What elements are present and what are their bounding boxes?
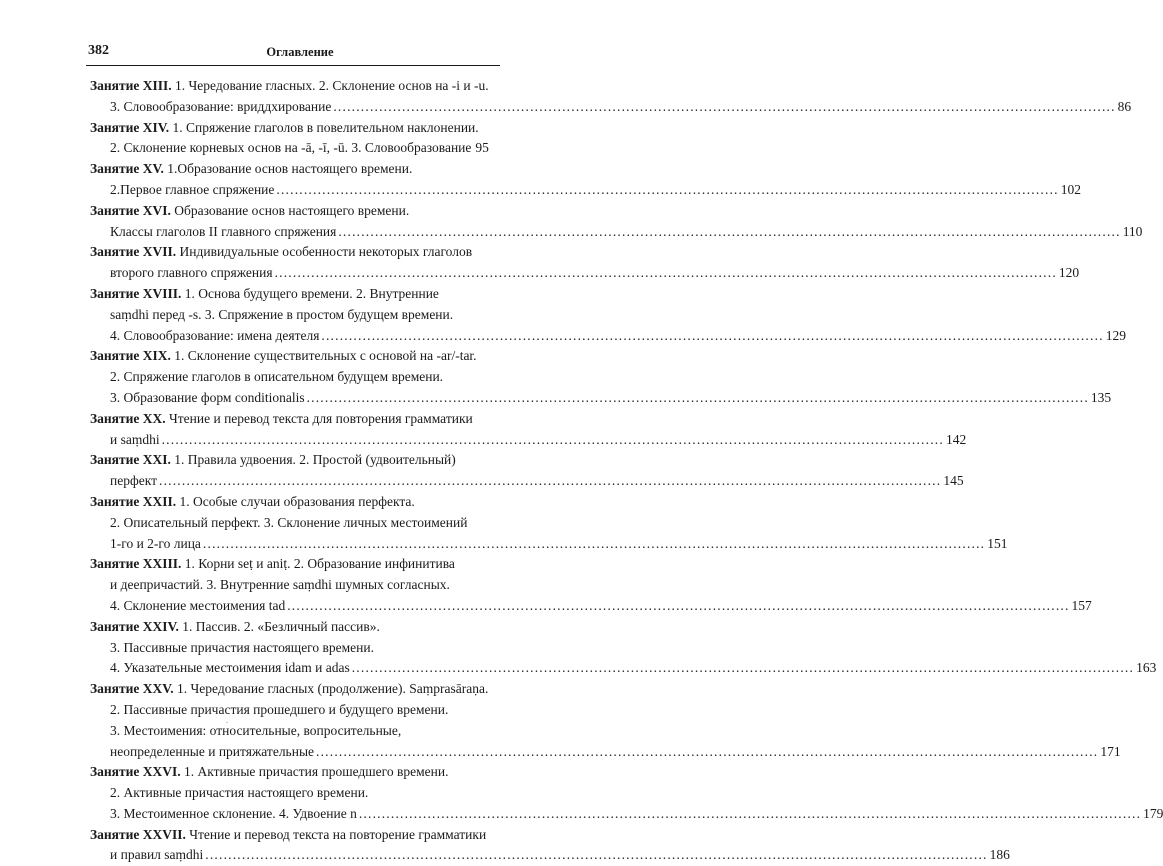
toc-page-number: 120 (1058, 265, 1080, 281)
running-title: Оглавление (266, 45, 334, 59)
toc-entry-last-line (90, 534, 1008, 555)
lesson-label: Занятие XXII. (90, 493, 177, 509)
toc-entry-line (90, 721, 483, 742)
lesson-label: Занятие XV. (90, 161, 164, 177)
lesson-text: 1. Чередование гласных (продолжение). Saṃprasāraṇa. (177, 681, 489, 697)
toc-entry-last-line (90, 845, 1010, 866)
toc-entry-line (90, 118, 483, 139)
header-divider (86, 65, 500, 66)
lesson-text: 1. Основа будущего времени. 2. Внутренние (184, 285, 439, 301)
lesson-text: 4. Склонение местоимения tad (110, 597, 286, 613)
toc-entry-line (90, 575, 483, 596)
toc-entry-line (90, 201, 483, 222)
toc-page-number: 186 (989, 847, 1010, 863)
toc-entry-last-line (90, 471, 964, 492)
lesson-text: 4. Словообразование: имена деятеля (110, 327, 320, 343)
lesson-text: Чтение и перевод текста на повторение грамматики (189, 826, 487, 842)
lesson-label: Занятие XXIII. (90, 556, 182, 572)
toc-entry[interactable] (90, 284, 1126, 346)
lesson-label: Занятие XIV. (90, 119, 170, 135)
lesson-label: Занятие XVI. (90, 202, 171, 218)
toc-entry[interactable] (90, 76, 1132, 118)
footer-mark: . (226, 716, 228, 725)
lesson-text: 4. Указательные местоимения idam и adas (110, 660, 350, 676)
lesson-text: 2. Склонение корневых основ на -ā, -ī, -ū. 3. Словообразование (110, 140, 472, 156)
toc-page-number: 157 (1071, 597, 1092, 613)
lesson-text: 1.Образование основ настоящего времени. (167, 161, 413, 177)
toc-page-number: 179 (1143, 805, 1163, 821)
lesson-text: Классы глаголов II главного спряжения (110, 223, 337, 239)
toc-entry-last-line (90, 742, 1121, 763)
dot-leader (157, 471, 941, 492)
toc-entry-last-line (90, 388, 1112, 409)
toc-entry-line (90, 638, 483, 659)
lesson-text: 2. Пассивные причастия прошедшего и будущего времени. (110, 701, 449, 717)
toc-entry-last-line (90, 326, 1126, 347)
dot-leader (314, 742, 1098, 763)
dot-leader (319, 326, 1103, 347)
toc-entry-line (90, 513, 483, 534)
toc-entry-line (90, 700, 483, 721)
toc-entry[interactable] (90, 679, 1121, 762)
toc-entry-line (90, 305, 483, 326)
lesson-label: Занятие XXIV. (90, 618, 179, 634)
lesson-text: 2.Первое главное спряжение (110, 181, 275, 197)
toc-page-number: 142 (945, 431, 967, 447)
dot-leader (160, 430, 944, 451)
toc-entry[interactable] (90, 346, 1112, 408)
toc-entry-line (90, 492, 483, 513)
toc-entry-last-line (90, 658, 1157, 679)
lesson-label: Занятие XIII. (90, 78, 172, 93)
lesson-text: 1. Спряжение глаголов в повелительном наклонении. (172, 119, 479, 135)
dot-leader (357, 804, 1141, 825)
toc-entry-last-line (90, 263, 1080, 284)
toc-page-number: 110 (1122, 223, 1143, 239)
toc-entry-line (90, 762, 483, 783)
lesson-text: Индивидуальные особенности некоторых глаголов (179, 244, 473, 260)
lesson-text: saṃdhi перед -s. 3. Спряжение в простом будущем времени. (110, 306, 454, 322)
toc-entry[interactable] (90, 201, 1143, 243)
lesson-text: 3. Словообразование: вриддхирование (110, 98, 332, 114)
toc-entry-last-line (90, 138, 489, 159)
toc-entry-last-line (90, 804, 1163, 825)
lesson-text: 3. Местоимения: относительные, вопросительные, (110, 722, 402, 738)
lesson-label: Занятие XXVII. (90, 826, 186, 842)
dot-leader (273, 263, 1057, 284)
toc-entry-line (90, 284, 483, 305)
toc-page-number: 163 (1136, 660, 1157, 676)
lesson-text: 1. Чередование гласных. 2. Склонение основ на -i и -u. (175, 78, 489, 93)
toc-page-number: 135 (1090, 389, 1112, 405)
toc-entry-last-line (90, 430, 967, 451)
toc-entry-line (90, 554, 483, 575)
toc-entry[interactable] (90, 242, 1080, 284)
toc-entry[interactable] (90, 159, 1081, 201)
dot-leader (305, 388, 1089, 409)
toc-entry-last-line (90, 596, 1092, 617)
toc-entry-last-line (90, 97, 1132, 118)
lesson-text: 1. Правила удвоения. 2. Простой (удвоительный) (174, 452, 456, 468)
lesson-text: 1. Особые случаи образования перфекта. (179, 493, 415, 509)
toc-entry[interactable] (90, 492, 1008, 554)
toc-entry-line (90, 450, 483, 471)
dot-leader (331, 97, 1115, 118)
lesson-text: неопределенные и притяжательные (110, 743, 315, 759)
toc-entry-line (90, 409, 483, 430)
toc-entry-line (90, 367, 483, 388)
toc-entry-line (90, 679, 489, 700)
lesson-text: 2. Активные причастия настоящего времени. (110, 785, 369, 801)
toc-entry-last-line (90, 180, 1081, 201)
lesson-label: Занятие XXVI. (90, 764, 181, 780)
toc-entry-line (90, 76, 489, 97)
toc-entry-line (90, 783, 483, 804)
lesson-text: перфект (110, 473, 157, 489)
lesson-text: и деепричастий. 3. Внутренние saṃdhi шумных согласных. (110, 577, 450, 593)
toc-page-number: 145 (943, 473, 964, 489)
toc-entry-line (90, 617, 483, 638)
dot-leader (285, 596, 1069, 617)
lesson-text: 1-го и 2-го лица (110, 535, 201, 551)
lesson-text: 1. Активные причастия прошедшего времени. (184, 764, 449, 780)
toc-page-number: 95 (475, 140, 489, 156)
dot-leader (274, 180, 1058, 201)
toc-entry-line (90, 159, 483, 180)
lesson-text: и правил saṃdhi (110, 847, 204, 863)
toc-entry-line (90, 242, 483, 263)
toc-entry[interactable] (90, 409, 967, 451)
lesson-label: Занятие XIX. (90, 348, 171, 364)
lesson-text: Образование основ настоящего времени. (174, 202, 410, 218)
lesson-label: Занятие XXV. (90, 681, 174, 697)
lesson-label: Занятие XXI. (90, 452, 171, 468)
toc-entry[interactable] (90, 450, 964, 492)
toc-entry-last-line (90, 222, 1143, 243)
lesson-text: второго главного спряжения (110, 265, 273, 281)
lesson-text: Чтение и перевод текста для повторения грамматики (168, 410, 473, 426)
toc-entry[interactable] (90, 617, 1157, 679)
lesson-text: 3. Образование форм conditionalis (110, 389, 305, 405)
dot-leader (336, 222, 1120, 243)
lesson-text: и saṃdhi (110, 431, 160, 447)
lesson-text: 1. Пассив. 2. «Безличный пассив». (182, 618, 380, 634)
page-number: 382 (88, 43, 109, 58)
toc-page-number: 102 (1060, 181, 1081, 197)
lesson-text: 2. Спряжение глаголов в описательном будущем времени. (110, 369, 444, 385)
lesson-text: 1. Корни seṭ и aniṭ. 2. Образование инфинитива (184, 556, 455, 572)
table-of-contents (90, 76, 1163, 866)
lesson-label: Занятие XVIII. (90, 285, 182, 301)
toc-page-number: 86 (1117, 98, 1132, 114)
dot-leader (350, 658, 1134, 679)
dot-leader (203, 845, 987, 866)
toc-page-number: 151 (987, 535, 1008, 551)
lesson-label: Занятие XVII. (90, 244, 177, 260)
toc-page-number: 171 (1100, 743, 1121, 759)
lesson-text: 3. Местоименное склонение. 4. Удвоение n (110, 805, 357, 821)
lesson-text: 1. Склонение существительных с основой на -ar/-tar. (174, 348, 477, 364)
toc-entry[interactable] (90, 762, 1163, 824)
lesson-label: Занятие XX. (90, 410, 166, 426)
dot-leader (201, 534, 985, 555)
lesson-text: 3. Пассивные причастия настоящего времени. (110, 639, 374, 655)
lesson-text: 2. Описательный перфект. 3. Склонение личных местоимений (110, 514, 468, 530)
toc-entry[interactable] (90, 825, 1010, 866)
toc-entry-line (90, 825, 487, 846)
toc-entry-line (90, 346, 483, 367)
toc-page-number: 129 (1105, 327, 1126, 343)
toc-entry[interactable] (90, 118, 489, 160)
toc-entry[interactable] (90, 554, 1092, 616)
